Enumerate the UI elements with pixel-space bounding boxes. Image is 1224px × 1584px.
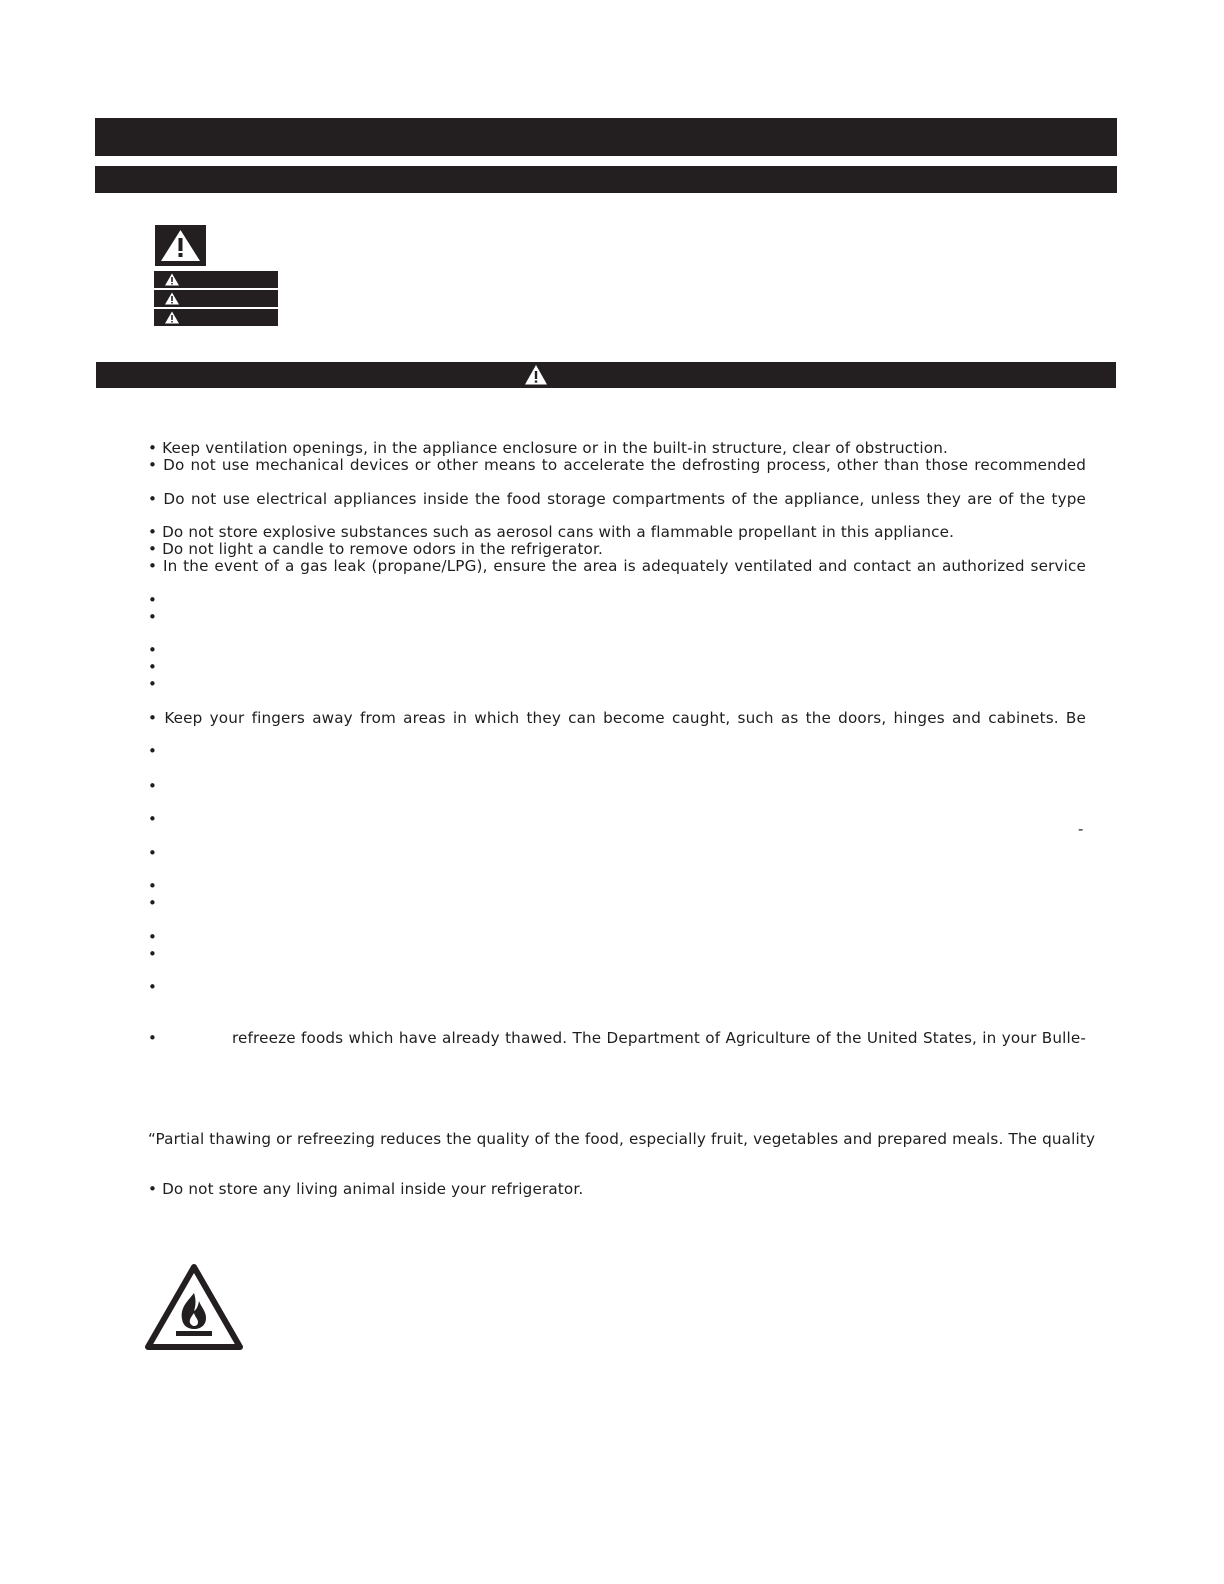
bullet-marker: •: [148, 777, 157, 795]
safety-line-animal: • Do not store any living animal inside your refrigerator.: [148, 1180, 584, 1198]
header-bar-top: [95, 118, 1117, 156]
safety-line-quote: “Partial thawing or refreezing reduces the quality of the food, especially fruit, vegetables and prepared meals. The quality: [148, 1130, 1096, 1148]
bullet-marker: •: [148, 675, 157, 693]
signal-word-warning: [154, 290, 278, 307]
flammable-warning-icon: [144, 1263, 244, 1351]
stray-hyphen: -: [1078, 820, 1084, 838]
safety-line-defrost: • Do not use mechanical devices or other means to accelerate the defrosting process, other than those recommended: [148, 456, 1086, 474]
bullet-marker: •: [148, 742, 157, 760]
safety-line-electrical: • Do not use electrical appliances inside the food storage compartments of the appliance, unless they are of the type: [148, 490, 1086, 508]
safety-line-explosive: • Do not store explosive substances such as aerosol cans with a flammable propellant in this appliance.: [148, 523, 955, 541]
bullet-marker: •: [148, 978, 157, 996]
bullet-marker: •: [148, 810, 157, 828]
warning-triangle-icon: [162, 309, 182, 326]
safety-line-gas-leak: • In the event of a gas leak (propane/LPG), ensure the area is adequately ventilated and contact an authorized service: [148, 557, 1086, 575]
safety-line-ventilation: • Keep ventilation openings, in the appliance enclosure or in the built-in structure, clear of obstruction.: [148, 439, 948, 457]
bullet-marker: •: [148, 928, 157, 946]
signal-word-caution: [154, 309, 278, 326]
warning-triangle-icon: [522, 362, 550, 388]
bullet-marker: •: [148, 608, 157, 626]
bullet-marker: •: [148, 877, 157, 895]
bullet-marker: •: [148, 894, 157, 912]
safety-line-refreeze: refreeze foods which have already thawed. The Department of Agriculture of the United States, in your Bulle-: [232, 1029, 1086, 1047]
header-bar-sub: [95, 166, 1117, 193]
safety-alert-symbol: [155, 225, 206, 266]
safety-line-fingers: • Keep your fingers away from areas in which they can become caught, such as the doors, hinges and cabinets. Be: [148, 709, 1086, 727]
warning-triangle-icon: [162, 271, 182, 288]
signal-word-danger: [154, 271, 278, 288]
bullet-marker: •: [148, 641, 157, 659]
safety-line-candle: • Do not light a candle to remove odors in the refrigerator.: [148, 540, 603, 558]
bullet-marker: •: [148, 945, 157, 963]
warning-triangle-icon: [162, 290, 182, 307]
warning-triangle-icon: [155, 225, 206, 266]
bullet-marker: •: [148, 591, 157, 609]
bullet-marker: •: [148, 658, 157, 676]
section-header-bar: [96, 362, 1116, 388]
bullet-marker: •: [148, 1029, 157, 1047]
bullet-marker: •: [148, 844, 157, 862]
